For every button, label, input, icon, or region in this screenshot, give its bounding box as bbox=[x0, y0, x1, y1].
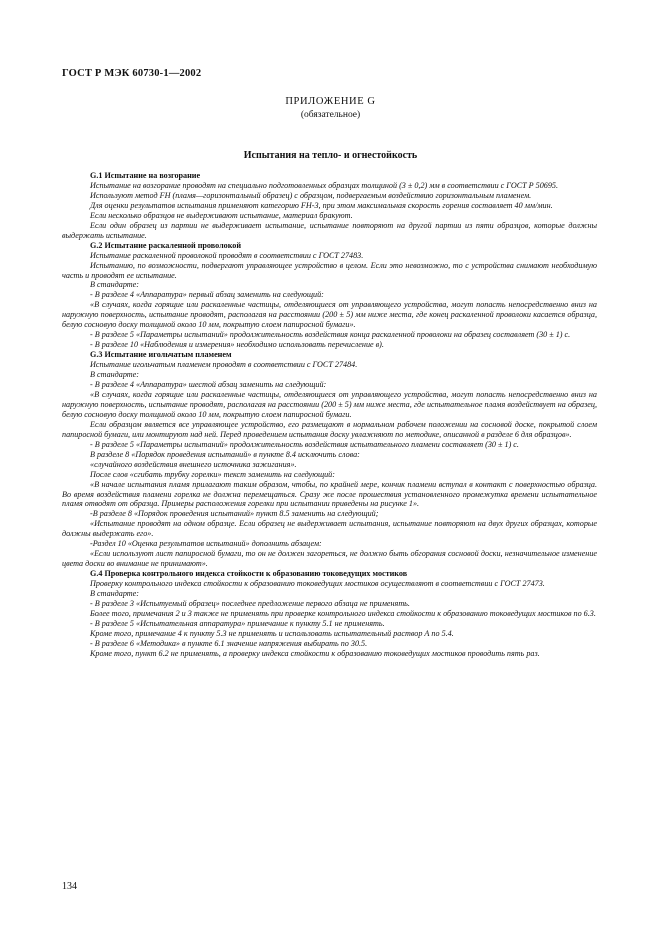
paragraph: Испытанию, по возможности, подвергают управляющее устройство в целом. Если это невозможно, то с устройства снимают необходимую часть и проводят ее испытание. bbox=[62, 260, 597, 280]
paragraph: - В разделе 4 «Аппаратура» первый абзац заменить на следующий: bbox=[90, 290, 324, 300]
paragraph: - В разделе 6 «Методика» в пункте 6.1 значение напряжения выбирать по 30.5. bbox=[90, 638, 368, 648]
paragraph: -В разделе 8 «Порядок проведения испытаний» пункт 8.5 заменить на следующий; bbox=[90, 509, 379, 519]
paragraph: - В разделе 10 «Наблюдения и измерения» необходимо использовать перечисление в). bbox=[90, 340, 384, 350]
paragraph: «В случаях, когда горящие или раскаленные частицы, отделяющиеся от управляющего устройства, могут попасть непосредственно вниз на наружную поверхность, испытание проводят, располагая на расстоянии (200 ± 5) мм ниже места, где испытательное пламя воздействует на образец, белую сосновую доску толщиной около 10 мм, покрытую слоем папиросной бумаги. bbox=[62, 389, 597, 419]
paragraph: «В случаях, когда горящие или раскаленные частицы, отделяющиеся от управляющего устройства, могут попасть непосредственно вниз на наружную поверхность, испытание проводят, располагая на расстоянии (200 ± 5) мм ниже места, где конец раскаленной проволоки касается образца, белую сосновую доску толщиной около 10 мм, покрытую слоем папиросной бумаги». bbox=[62, 300, 597, 330]
paragraph: Используют метод FH (пламя—горизонтальный образец) с образцом, подвергаемым воздействию горизонтальным пламенем. bbox=[90, 190, 532, 200]
paragraph: В стандарте: bbox=[90, 280, 139, 290]
section-heading: G.3 Испытание игольчатым пламенем bbox=[90, 350, 232, 360]
paragraph: - В разделе 3 «Испытуемый образец» последнее предложение первого абзаца не применять. bbox=[90, 598, 410, 608]
section-title: Испытания на тепло- и огнестойкость bbox=[243, 150, 418, 161]
section-heading: G.2 Испытание раскаленной проволокой bbox=[90, 240, 242, 250]
paragraph: Кроме того, примечание 4 к пункту 5.3 не применять и использовать испытательный раствор А по 5.4. bbox=[90, 628, 454, 638]
paragraph: Испытание на возгорание проводят на специально подготовленных образцах толщиной (3 ± 0,2) мм в соответствии с ГОСТ Р 50695. bbox=[90, 180, 558, 190]
section-heading: G.4 Проверка контрольного индекса стойкости к образованию токоведущих мостиков bbox=[90, 569, 408, 579]
paragraph: -Раздел 10 «Оценка результатов испытаний» дополнить абзацем: bbox=[90, 539, 322, 549]
paragraph: Испытание игольчатым пламенем проводят в соответствии с ГОСТ 27484. bbox=[90, 360, 358, 370]
paragraph: «В начале испытания пламя прилагают таким образом, чтобы, по крайней мере, кончик пламени вступал в контакт с поверхностью образца. Во время воздействия пламени горелка не должна перемещаться. Сразу же после прошествия установленного промежутка времени испытательное пламя отводят от образца. Примеры расположения горелки при испытании приведены на рисунке 1». bbox=[62, 479, 597, 509]
paragraph: - В разделе 5 «Испытательная аппаратура» примечание к пункту 5.1 не применять. bbox=[90, 618, 385, 628]
page-number: 134 bbox=[62, 881, 77, 892]
paragraph: В разделе 8 «Порядок проведения испытаний» в пункте 8.4 исключить слова: bbox=[90, 449, 360, 459]
paragraph: Если несколько образцов не выдерживают испытание, материал бракуют. bbox=[90, 210, 353, 220]
appendix-title: ПРИЛОЖЕНИЕ G bbox=[285, 96, 376, 107]
body-text bbox=[62, 171, 597, 659]
paragraph: «случайного воздействия внешнего источника зажигания». bbox=[90, 459, 297, 469]
paragraph: - В разделе 5 «Параметры испытаний» продолжительность воздействия конца раскаленной проволоки на образец составляет (30 ± 1) с. bbox=[90, 330, 571, 340]
paragraph: Для оценки результатов испытания применяют категорию FH-3, при этом максимальная скорость горения составляет 40 мм/мин. bbox=[90, 200, 553, 210]
document-header: ГОСТ Р МЭК 60730-1—2002 bbox=[62, 68, 202, 79]
paragraph: В стандарте: bbox=[90, 589, 139, 599]
paragraph: «Испытание проводят на одном образце. Если образец не выдерживает испытания, испытание повторяют на двух других образцах, которые должны выдержать его». bbox=[62, 519, 597, 539]
paragraph: В стандарте: bbox=[90, 370, 139, 380]
paragraph: Испытание раскаленной проволокой проводят в соответствии с ГОСТ 27483. bbox=[90, 250, 364, 260]
paragraph: После слов «сгибать трубку горелки» текст заменить на следующий: bbox=[90, 469, 335, 479]
paragraph: Проверку контрольного индекса стойкости к образованию токоведущих мостиков осуществляют в соответствии с ГОСТ 27473. bbox=[90, 579, 545, 589]
paragraph: Если образцом является все управляющее устройство, его размещают в нормальном рабочем положении на сосновой доске, покрытой слоем папиросной бумаги, или монтируют над ней. Перед проведением испытания доску увлажняют по методике, описанной в разделе 6 для образцов». bbox=[62, 419, 597, 439]
appendix-subtitle: (обязательное) bbox=[300, 110, 361, 120]
paragraph: «Если используют лист папиросной бумаги, то он не должен загореться, не должно быть обгорания сосновой доски, незначительное изменение цвета доски во внимание не принимают». bbox=[62, 549, 597, 569]
paragraph: Кроме того, пункт 6.2 не применять, а проверку индекса стойкости к образованию токоведущих мостиков проводить пять раз. bbox=[90, 648, 540, 658]
section-heading: G.1 Испытание на возгорание bbox=[90, 171, 201, 180]
paragraph: Более того, примечания 2 и 3 также не применять при проверке контрольного индекса стойкости к образованию токоведущих мостиков по 6.3. bbox=[90, 608, 596, 618]
paragraph: - В разделе 4 «Аппаратура» шестой абзац заменить на следующий: bbox=[90, 380, 327, 390]
paragraph: - В разделе 5 «Параметры испытаний» продолжительность воздействия испытательного пламени составляет (30 ± 1) с. bbox=[90, 439, 519, 449]
paragraph: Если один образец из партии не выдерживает испытание, испытание повторяют на другой партии из пяти образцов, которые должны выдержать испытание. bbox=[62, 220, 597, 240]
